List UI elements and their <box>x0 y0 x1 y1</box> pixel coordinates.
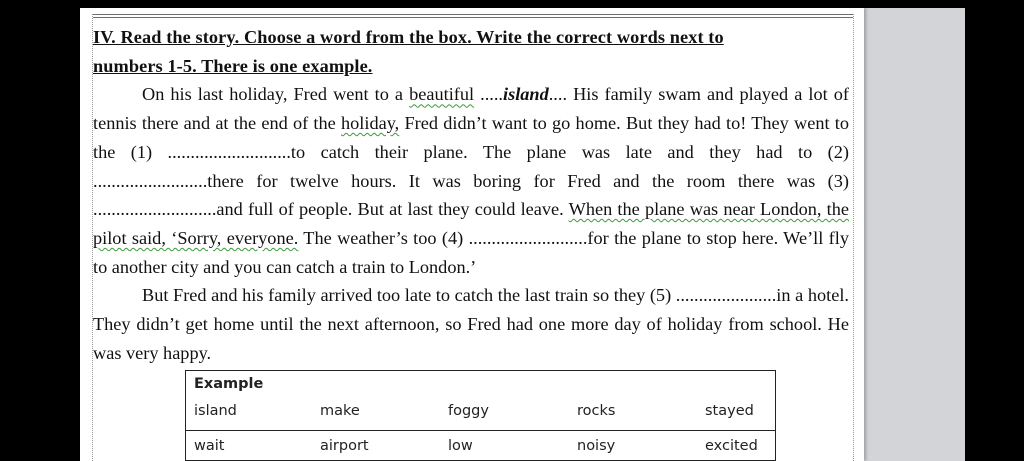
exercise-content <box>93 23 849 367</box>
word-box <box>185 370 776 461</box>
word-island: island <box>194 403 237 419</box>
story-text: On his last holiday, Fred went to a <box>142 84 410 105</box>
word-noisy: noisy <box>577 438 616 454</box>
story-text: The weather’s too (4) ..........................for the plane to stop here. We’ll fly to another city and you can catch a train to London.’ <box>93 227 849 277</box>
spellcheck-word: holiday, <box>341 113 400 134</box>
text-area[interactable] <box>92 14 854 461</box>
story-text: Fred didn’t want to go home. But they had to! They went to the (1) ...........................to catch their plane. The plane was late and they had to (2) .........................there for twelve hours. It was boring for Fred and the room there was (3) ...........................and full of people. But at last they could leave. <box>93 113 850 220</box>
example-answer: island <box>503 84 549 105</box>
word-foggy: foggy <box>448 403 489 419</box>
word-low: low <box>448 438 473 454</box>
word-box-divider <box>186 430 775 431</box>
word-wait: wait <box>194 438 225 454</box>
heading-line-2: numbers 1-5. There is one example. <box>93 55 373 76</box>
grammar-check-phrase: When the plane was near London, the pilot said, ‘Sorry, everyone. <box>93 199 850 248</box>
heading-line-1: IV. Read the story. Choose a word from the box. Write the correct words next to <box>93 27 724 47</box>
word-rocks: rocks <box>577 403 616 419</box>
word-make: make <box>320 403 360 419</box>
spellcheck-word: beautiful <box>409 84 475 105</box>
word-excited: excited <box>705 438 758 454</box>
left-margin <box>0 0 80 461</box>
exercise-heading <box>93 23 849 80</box>
story-text: ..... <box>474 84 503 105</box>
top-bar <box>0 0 1024 8</box>
word-stayed: stayed <box>705 403 754 419</box>
story-paragraph-1 <box>93 80 849 281</box>
top-border-line-2 <box>93 17 853 18</box>
document-page[interactable] <box>80 8 864 461</box>
story-paragraph-2: But Fred and his family arrived too late to catch the last train so they (5) ......................in a hotel. They didn’t get home until the next afternoon, so Fred had one more day of holiday from school. He was very happy. <box>93 285 849 363</box>
word-airport: airport <box>320 438 369 454</box>
right-margin <box>965 0 1024 461</box>
top-border-line <box>93 14 853 15</box>
word-box-title: Example <box>194 376 264 392</box>
story-text: .... His family swam and played a lot of tennis there and at the end of the <box>93 84 849 134</box>
